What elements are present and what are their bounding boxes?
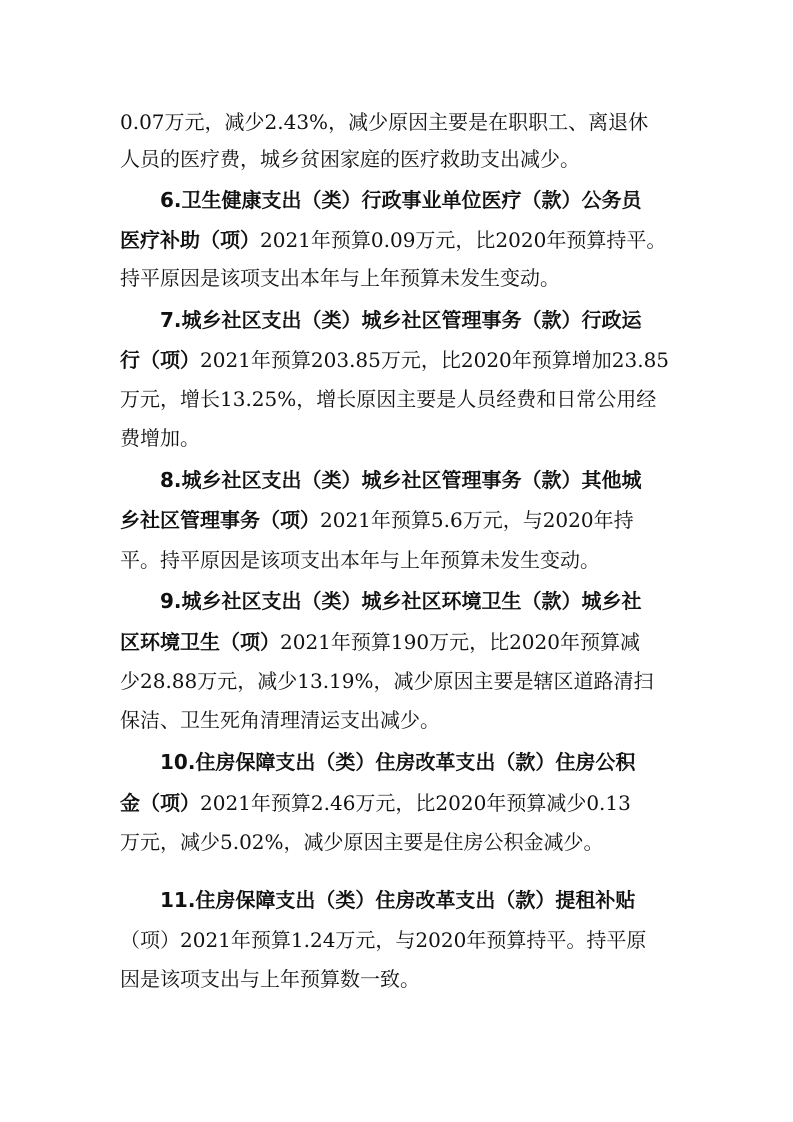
item-10-heading-tail: 金（项）	[120, 791, 200, 815]
text-run: 万元，增长13.25%，增长原因主要是人员经费和日常公用经	[120, 387, 657, 411]
item-10-line-1	[160, 747, 680, 777]
item-8-heading-tail: 乡社区管理事务（项）	[120, 508, 320, 532]
item-9-line-3	[120, 666, 680, 696]
paragraph-1-line-2	[120, 144, 680, 174]
item-11-line-2	[120, 925, 680, 955]
text-run: 0.07万元，减少2.43%，减少原因主要是在职职工、离退休	[120, 110, 649, 134]
item-10-heading: 10.住房保障支出（类）住房改革支出（款）住房公积	[160, 750, 636, 774]
item-6-heading: 6.卫生健康支出（类）行政事业单位医疗（款）公务员	[160, 188, 642, 212]
item-9-line-2	[120, 627, 680, 657]
item-9-heading: 9.城乡社区支出（类）城乡社区环境卫生（款）城乡社	[160, 589, 642, 613]
item-7-line-1	[160, 305, 680, 335]
text-run: 2021年预算2.46万元，比2020年预算减少0.13	[200, 791, 631, 815]
text-run: 2021年预算190万元，比2020年预算减	[280, 630, 640, 654]
text-run: 少28.88万元，减少13.19%，减少原因主要是辖区道路清扫	[120, 669, 654, 693]
paragraph-1-line-1	[120, 107, 680, 137]
text-run: 2021年预算0.09万元，比2020年预算持平。	[260, 228, 667, 252]
text-run: 因是该项支出与上年预算数一致。	[120, 967, 420, 991]
item-8-line-3	[120, 545, 680, 575]
item-6-line-1	[160, 185, 680, 215]
item-6-heading-tail: 医疗补助（项）	[120, 228, 260, 252]
item-7-heading-tail: 行（项）	[120, 348, 200, 372]
item-6-line-3	[120, 263, 680, 293]
item-11-line-1	[160, 885, 680, 915]
text-run: 2021年预算5.6万元，与2020年持	[320, 508, 634, 532]
text-run: 保洁、卫生死角清理清运支出减少。	[120, 708, 440, 732]
item-10-line-3	[120, 827, 680, 857]
text-run: 费增加。	[120, 426, 200, 450]
item-7-line-4	[120, 423, 680, 453]
item-11-line-3	[120, 964, 680, 994]
item-6-line-2	[120, 225, 680, 255]
item-8-line-2	[120, 505, 680, 535]
item-8-line-1	[160, 465, 680, 495]
item-7-heading: 7.城乡社区支出（类）城乡社区管理事务（款）行政运	[160, 308, 642, 332]
item-7-line-3	[120, 384, 680, 414]
item-10-line-2	[120, 788, 680, 818]
item-11-heading: 11.住房保障支出（类）住房改革支出（款）提租补贴	[160, 888, 636, 912]
item-9-line-4	[120, 705, 680, 735]
text-run: 万元，减少5.02%，减少原因主要是住房公积金减少。	[120, 830, 604, 854]
text-run: 2021年预算203.85万元，比2020年预算增加23.85	[200, 348, 670, 372]
text-run: 持平原因是该项支出本年与上年预算未发生变动。	[120, 266, 560, 290]
item-8-heading: 8.城乡社区支出（类）城乡社区管理事务（款）其他城	[160, 468, 642, 492]
text-run: （项）2021年预算1.24万元，与2020年预算持平。持平原	[120, 928, 647, 952]
item-7-line-2	[120, 345, 680, 375]
item-9-line-1	[160, 586, 680, 616]
item-9-heading-tail: 区环境卫生（项）	[120, 630, 280, 654]
text-run: 平。持平原因是该项支出本年与上年预算未发生变动。	[120, 548, 600, 572]
text-run: 人员的医疗费，城乡贫困家庭的医疗救助支出减少。	[120, 147, 580, 171]
